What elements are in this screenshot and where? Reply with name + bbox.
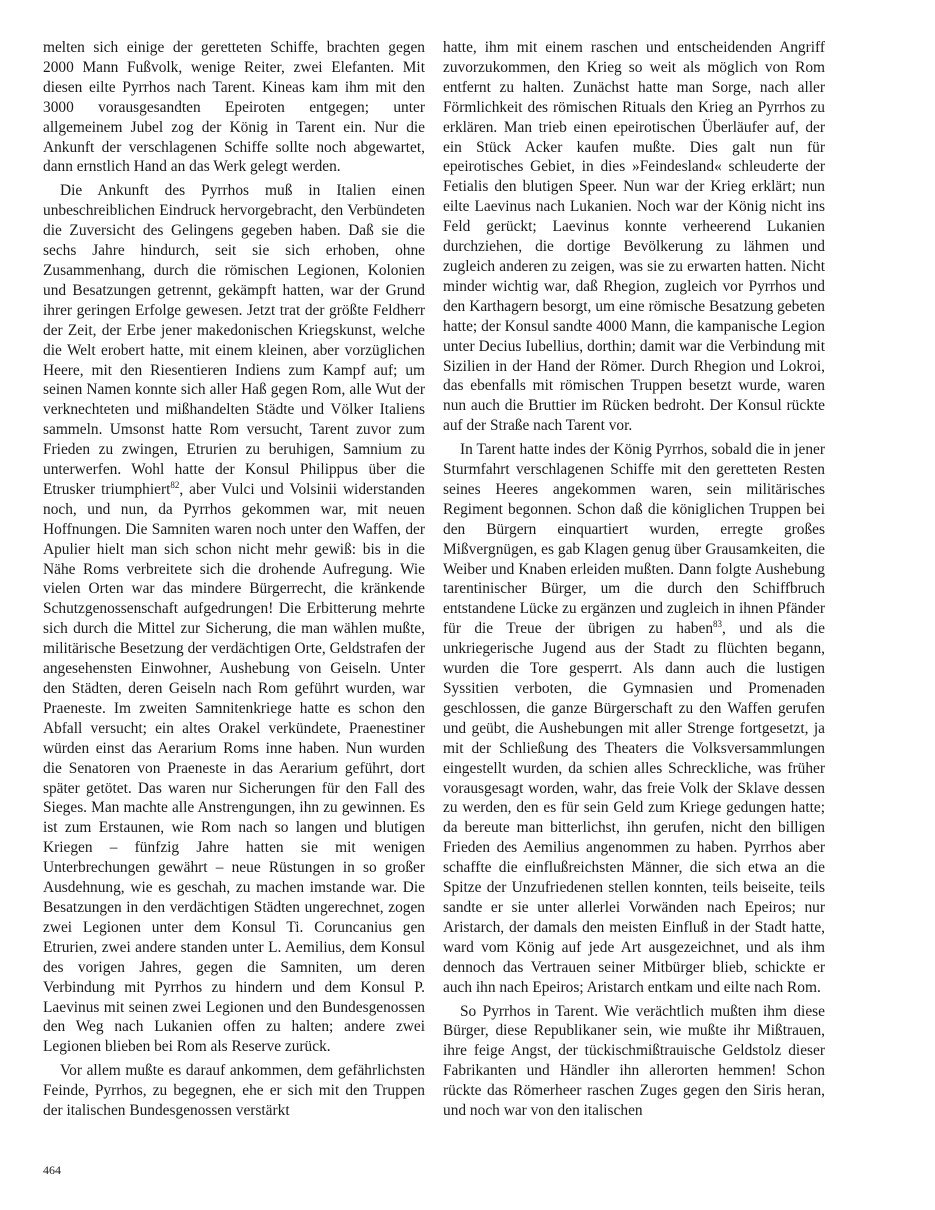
paragraph bbox=[43, 181, 425, 1057]
footnote-marker: 82 bbox=[170, 479, 180, 490]
paragraph bbox=[443, 440, 825, 997]
page-number: 464 bbox=[43, 1163, 61, 1177]
paragraph: melten sich einige der geretteten Schiffe, brachten gegen 2000 Mann Fußvolk, wenige Reiter, zwei Elefanten. Mit diesen eilte Pyrrhos nach Tarent. Kineas kam ihm mit den 3000 vorausgesandten Epeiroten entgegen; unter allgemeinem Jubel zog der König in Tarent ein. Nur die Ankunft der verschlagenen Schiffe sollte noch abgewartet, dann ernstlich Hand an das Werk gelegt werden. bbox=[43, 39, 425, 176]
paragraph-text: , und als die unkriegerische Jugend aus der Stadt zu flüchten begann, wurden die Tore gesperrt. Als dann auch die lustigen Syssitien verboten, die Gymnasien und Promenaden geschlossen, die ganze Bürgerschaft zu den Waffen gerufen und geübt, die Aushebungen mit aller Strenge fortgesetzt, ja mit der Schließung des Theaters die Volksversammlungen eingestellt wurden, da schien alles Schreckliche, was früher vorausgesagt worden, wahr, das freie Volk der Sklave dessen zu werden, den es für sein Geld zum Kriege gedungen hatte; da bereute man bitterlichst, ihn gerufen, nicht den billigen Frieden des Aemilius angenommen zu haben. Pyrrhos aber schaffte die einflußreichsten Männer, die sich etwa an die Spitze der Unzufriedenen stellen konnten, teils beiseite, teils sandte er sie unter allerlei Vorwänden nach Epeiros; nur Aristarch, der damals den meisten Einfluß in der Stadt hatte, ward vom König auf jede Art ausgezeichnet, und als ihm dennoch das Vertrauen seiner Mitbürger blieb, schickte er auch ihn nach Epeiros; Aristarch entkam und eilte nach Rom. bbox=[443, 620, 825, 996]
footnote-marker: 83 bbox=[713, 619, 723, 630]
paragraph-text: Die Ankunft des Pyrrhos muß in Italien einen unbeschreiblichen Eindruck hervorgebracht, den Verbündeten die Zuversicht des Gelingens gegeben haben. Daß sie die sechs Jahre hindurch, seit sie sich erhoben, ohne Zusammenhang, durch die römischen Legionen, Kolonien und Besatzungen getrennt, gekämpft hatten, war der Grund ihrer geringen Erfolge gewesen. Jetzt trat der größte Feldherr der Zeit, der Erbe jener makedonischen Kriegskunst, welche die Welt erobert hatte, mit einem kleinen, aber vorzüglichen Heere, mit den Riesentieren Indiens zum Kampf auf; um seinen Namen konnte sich aller Haß gegen Rom, alle Wut der verknechteten und mißhandelten Städte und Völker Italiens sammeln. Umsonst hatte Rom versucht, Tarent zuvor zum Frieden zu zwingen, Etrurien zu beruhigen, Samnium zu unterwerfen. Wohl hatte der Konsul Philippus über die Etrusker triumphiert bbox=[43, 182, 425, 498]
right-column bbox=[443, 38, 825, 1121]
paragraph-text: , aber Vulci und Volsinii widerstanden noch, und nun, da Pyrrhos gekommen war, mit neuen Hoffnungen. Die Samniten waren noch unter den Waffen, der Apulier hielt man sich schon nicht mehr gewiß: bis in die Nähe Roms verbreitete sich die drohende Aufregung. Wie vielen Orten war das mindere Bürgerrecht, die kränkende Schutzgenossenschaft aufgedrungen! Die Erbitterung mehrte sich durch die Mittel zur Sicherung, die man wählen mußte, militärische Besetzung der verdächtigen Orte, Geldstrafen der angesehensten Einwohner, Aushebung von Geiseln. Unter den Städten, deren Geiseln nach Rom geführt wurden, war Praeneste. Im zweiten Samnitenkriege hatte es schon den Abfall versucht; ein altes Orakel verkündete, Praenestiner würden einst das Aerarium Roms inne haben. Nun wurden die Senatoren von Praeneste in das Aerarium geführt, dort später getötet. Das waren nur Sicherungen für den Fall des Sieges. Man machte alle Anstrengungen, ihn zu gewinnen. Es ist zum Erstaunen, wie Rom nach so langen und blutigen Kriegen – fünfzig Jahre hatten sie mit wenigen Unterbrechungen gewährt – neue Rüstungen in so großer Ausdehnung, wie es geschah, zu machen imstande war. Die Besatzungen in den verdächtigen Städten ungerechnet, zogen zwei Legionen unter dem Konsul Ti. Coruncanius gen Etrurien, zwei andere standen unter L. Aemilius, dem Konsul des vorigen Jahres, gegen die Samniten, um deren Verbindung mit Pyrrhos zu hindern und dem Konsul P. Laevinus mit seinen zwei Legionen und den Bundesgenossen den Weg nach Lukanien offen zu halten; andere zwei Legionen blieben bei Rom als Reserve zurück. bbox=[43, 480, 425, 1056]
paragraph-text: In Tarent hatte indes der König Pyrrhos, sobald die in jener Sturmfahrt verschlagenen Schiffe mit den geretteten Resten seines Heeres angekommen waren, sein militärisches Regiment begonnen. Schon daß die königlichen Truppen bei den Bürgern einquartiert wurden, erregte großes Mißvergnügen, es gab Klagen genug über Grausamkeiten, die Weiber und Knaben erleiden mußten. Dann folgte Aushebung tarentinischer Bürger, um die durch den Schiffbruch entstandene Lücke zu ergänzen und zugleich in ihnen Pfänder für die Treue der übrigen zu haben bbox=[443, 441, 825, 638]
left-column bbox=[43, 38, 425, 1121]
paragraph: hatte, ihm mit einem raschen und entscheidenden Angriff zuvorzukommen, den Krieg so weit als möglich von Rom entfernt zu halten. Zunächst hatte man Sorge, nach aller Förmlichkeit des römischen Rituals den Krieg an Pyrrhos zu erklären. Man trieb einen epeirotischen Überläufer auf, der ein Stück Acker kaufen mußte. Dies galt nun für epeirotisches Gebiet, in dies »Feindesland« schleuderte der Fetialis den blutigen Speer. Nun war der Krieg erklärt; nun eilte Laevinus nach Lukanien. Noch war der König nicht ins Feld gerückt; Laevinus konnte verheerend Lukanien durchziehen, die dortige Bevölkerung zu lähmen und zugleich anderen zu zeigen, was sie zu erwarten hatten. Nicht minder wichtig war, daß Rhegion, zugleich vor Pyrrhos und den Karthagern besorgt, um eine römische Besatzung gebeten hatte; der Konsul sandte 4000 Mann, die kampanische Legion unter Decius Iubellius, dorthin; damit war die Verbindung mit Sizilien in der Hand der Römer. Durch Rhegion und Lokroi, das ebenfalls mit römischen Truppen besetzt wurde, waren nun auch die Bruttier im Rücken bedroht. Der Konsul rückte auf der Straße nach Tarent vor. bbox=[443, 39, 825, 435]
paragraph: So Pyrrhos in Tarent. Wie verächtlich mußten ihm diese Bürger, diese Republikaner sein, wie mußte ihr Mißtrauen, ihre feige Angst, der tückischmißtrauische Geldstolz dieser Fabrikanten und Händler ihn allerorten hemmen! Schon rückte das Römerheer raschen Zuges gegen den Siris heran, und noch war von den italischen bbox=[443, 1002, 825, 1120]
paragraph: Vor allem mußte es darauf ankommen, dem gefährlichsten Feinde, Pyrrhos, zu begegnen, ehe er sich mit den Truppen der italischen Bundesgenossen verstärkt bbox=[43, 1062, 425, 1120]
